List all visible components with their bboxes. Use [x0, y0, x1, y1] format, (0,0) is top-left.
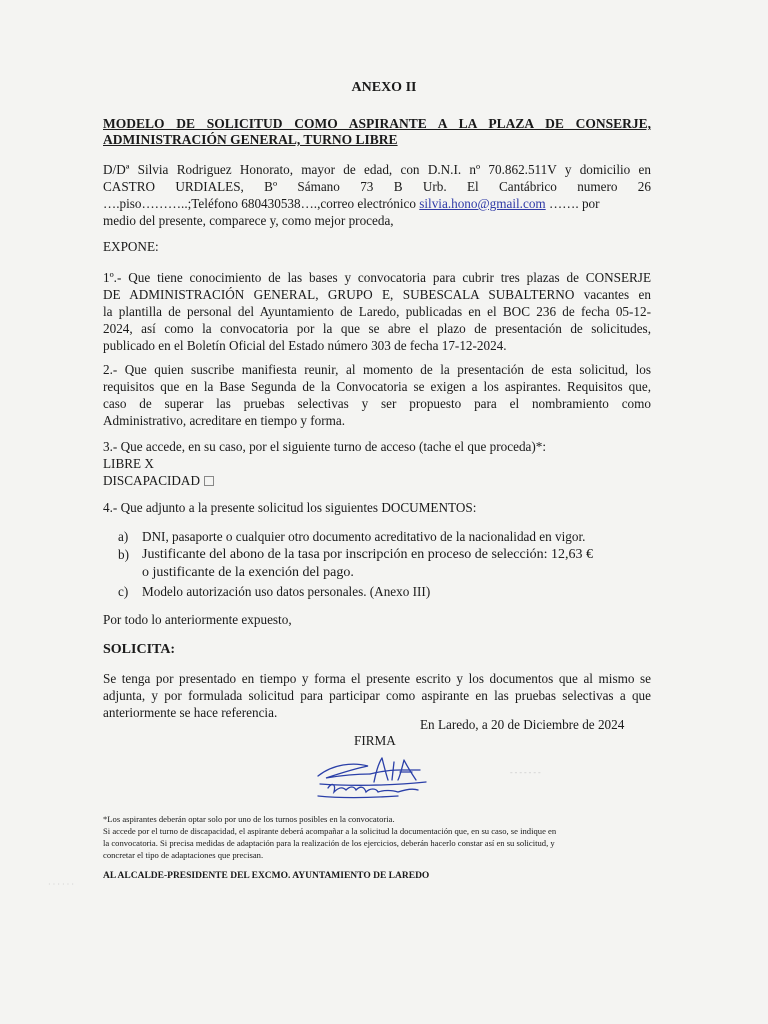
intro-line-3 [103, 195, 651, 212]
intro-line-3a: ….piso………..;Teléfono 680430538….,correo electrónico [103, 196, 420, 211]
heading-line-1: MODELO DE SOLICITUD COMO ASPIRANTE A LA PLAZA DE CONSERJE, [103, 116, 651, 131]
document-heading [103, 116, 651, 148]
discapacidad-label: DISCAPACIDAD [103, 473, 200, 488]
documents-list [118, 528, 653, 601]
intro-paragraph [103, 161, 651, 229]
list-marker: a) [118, 529, 129, 544]
p1-line-3: la plantilla de personal del Ayuntamiento de Laredo, publicadas en el BOC 236 de fecha 05-12- [103, 304, 651, 319]
paragraph-2 [103, 361, 651, 429]
p1-line-4: 2024, así como la convocatoria por la que se abre el plazo de presentación de solicitudes, [103, 321, 651, 336]
list-item-text: Justificante del abono de la tasa por inscripción en proceso de selección: 12,63 € [142, 547, 593, 562]
intro-line-4: medio del presente, comparece y, como mejor proceda, [103, 213, 394, 228]
list-marker: b) [118, 547, 129, 562]
libre-option: LIBRE X [103, 456, 154, 471]
signature-image [308, 752, 438, 802]
faint-stamp-mark: - - - - - - - [510, 768, 541, 777]
list-marker: c) [118, 584, 129, 599]
heading-line-2: ADMINISTRACIÓN GENERAL, TURNO LIBRE [103, 132, 398, 147]
footnote-line-1: *Los aspirantes deberán optar solo por uno de los turnos posibles en la convocatoria. [103, 814, 395, 824]
solicita-line-2: adjunta, y por formulada solicitud para participar como aspirante en las pruebas selectivas a que [103, 688, 651, 703]
p2-line-3: caso de superar las pruebas selectivas y ser propuesto para el nombramiento como [103, 396, 651, 411]
discapacidad-option [103, 472, 651, 489]
paragraph-4: 4.- Que adjunto a la presente solicitud los siguientes DOCUMENTOS: [103, 500, 477, 515]
intro-line-1: D/Dª Silvia Rodriguez Honorato, mayor de edad, con D.N.I. nº 70.862.511V y domicilio en [103, 162, 651, 177]
document-title: ANEXO II [351, 80, 417, 95]
intro-line-2: CASTRO URDIALES, Bº Sámano 73 B Urb. El Cantábrico numero 26 [103, 179, 651, 194]
p2-line-2: requisitos que en la Base Segunda de la Convocatoria se exigen a los aspirantes. Requisitos que, [103, 379, 651, 394]
list-item-text: DNI, pasaporte o cualquier otro documento acreditativo de la nacionalidad en vigor. [142, 529, 586, 544]
footnote [103, 813, 653, 861]
p2-line-1: 2.- Que quien suscribe manifiesta reunir, al momento de la presentación de esta solicitud, los [103, 362, 651, 377]
intro-line-3b: ……. por [545, 196, 600, 211]
list-item-text-cont: o justificante de la exención del pago. [142, 565, 354, 580]
firma-label: FIRMA [354, 733, 396, 748]
solicita-paragraph [103, 670, 651, 721]
list-item [118, 528, 653, 545]
list-item [118, 583, 653, 600]
discapacidad-checkbox[interactable] [204, 476, 214, 486]
faint-stamp-mark: · · · · · · [48, 880, 74, 889]
email-link[interactable]: silvia.hono@gmail.com [419, 196, 546, 211]
footnote-line-4: concretar el tipo de adaptaciones que precisan. [103, 850, 264, 860]
solicita-line-3: anteriormente se hace referencia. [103, 705, 278, 720]
p3-line-1: 3.- Que accede, en su caso, por el siguiente turno de acceso (tache el que proceda)*: [103, 439, 547, 454]
paragraph-3 [103, 438, 651, 489]
expuesto-line: Por todo lo anteriormente expuesto, [103, 612, 292, 627]
p2-line-4: Administrativo, acreditare en tiempo y forma. [103, 413, 346, 428]
p1-line-2: DE ADMINISTRACIÓN GENERAL, GRUPO E, SUBESCALA SUBALTERNO vacantes en [103, 287, 651, 302]
p1-line-1: 1º.- Que tiene conocimiento de las bases y convocatoria para cubrir tres plazas de CONSERJE [103, 270, 651, 285]
paragraph-1 [103, 269, 651, 354]
addressee-line: AL ALCALDE-PRESIDENTE DEL EXCMO. AYUNTAMIENTO DE LAREDO [103, 871, 430, 881]
p1-line-5: publicado en el Boletín Oficial del Estado número 303 de fecha 17-12-2024. [103, 338, 507, 353]
list-item [118, 546, 653, 582]
footnote-line-2: Si accede por el turno de discapacidad, el aspirante deberá acompañar a la solicitud la documentación que, en su caso, se indique en [103, 826, 557, 836]
list-item-text: Modelo autorización uso datos personales. (Anexo III) [142, 584, 431, 599]
footnote-line-3: la convocatoria. Si precisa medidas de adaptación para la realización de los ejercicios, deberán hacerlo constar así en su solicitud, y [103, 838, 555, 848]
solicita-label: SOLICITA: [103, 642, 176, 657]
expone-label: EXPONE: [103, 239, 159, 254]
date-line: En Laredo, a 20 de Diciembre de 2024 [420, 717, 625, 732]
solicita-line-1: Se tenga por presentado en tiempo y forma el presente escrito y los documentos que al mismo se [103, 671, 651, 686]
